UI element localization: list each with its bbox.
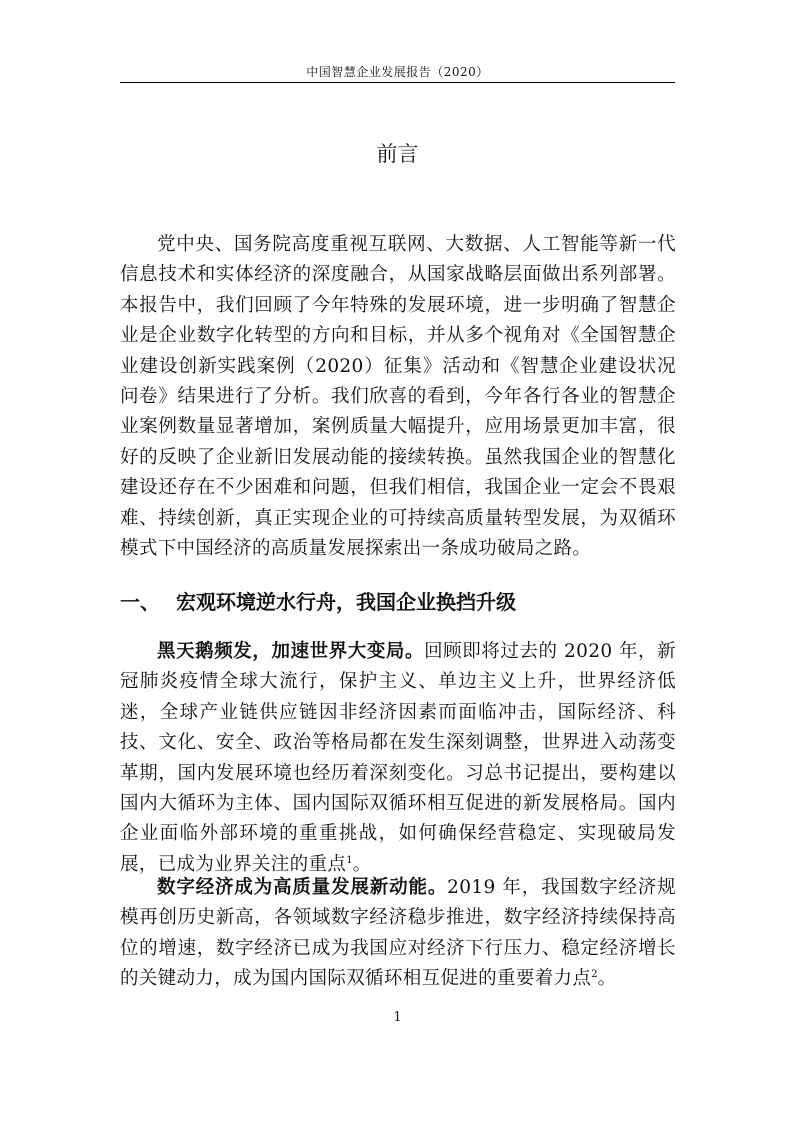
footnote-marker[interactable]: 1 [346,854,353,866]
paragraph-lead: 黑天鹅频发，加速世界大变局。 [157,641,425,662]
paragraph-end: 。 [352,853,372,875]
paragraph-body: 2019 年，我国数字经济规模再创历史新高，各领域数字经济稳步推进，数字经济持续保持高位的增速，数字经济已成为我国应对经济下行压力、稳定经济增长的关键动力，成为国内国际双循环相互促进的重要着力点 [120,877,676,990]
section-number: 一、 [120,590,160,614]
page-number: 1 [393,1010,402,1025]
header-rule [120,82,675,83]
paragraph-body: 回顾即将过去的 2020 年，新冠肺炎疫情全球大流行，保护主义、单边主义上升，世界经济低迷，全球产业链供应链因非经济因素而面临冲击，国际经济、科技、文化、安全、政治等格局都在发生深刻调整，世界进入动荡变革期，国内发展环境也经历着深刻变化。习总书记提出，要构建以国内大循环为主体、国内国际双循环相互促进的新发展格局。国内企业面临外部环境的重重挑战，如何确保经营稳定、实现破局发展，已成为业界关注的重点 [120,641,676,875]
running-header: 中国智慧企业发展报告（2020） [306,65,489,79]
paragraph-digital-economy [120,873,676,995]
paragraph-end: 。 [597,968,617,990]
intro-paragraph: 党中央、国务院高度重视互联网、大数据、人工智能等新一代信息技术和实体经济的深度融合，从国家战略层面做出系列部署。本报告中，我们回顾了今年特殊的发展环境，进一步明确了智慧企业是企业数字化转型的方向和目标，并从多个视角对《全国智慧企业建设创新实践案例（2020）征集》活动和《智慧企业建设状况问卷》结果进行了分析。我们欣喜的看到，今年各行各业的智慧企业案例数量显著增加，案例质量大幅提升，应用场景更加丰富，很好的反映了企业新旧发展动能的接续转换。虽然我国企业的智慧化建设还存在不少困难和问题，但我们相信，我国企业一定会不畏艰难、持续创新，真正实现企业的可持续高质量转型发展，为双循环模式下中国经济的高质量发展探索出一条成功破局之路。 [120,234,676,560]
footnote-marker[interactable]: 2 [591,969,598,981]
page-title: 前言 [376,142,419,166]
paragraph-black-swan [120,637,676,880]
paragraph-lead: 数字经济成为高质量发展新动能。 [157,877,448,898]
section-heading [120,587,676,617]
section-title: 宏观环境逆水行舟，我国企业换挡升级 [176,590,516,614]
